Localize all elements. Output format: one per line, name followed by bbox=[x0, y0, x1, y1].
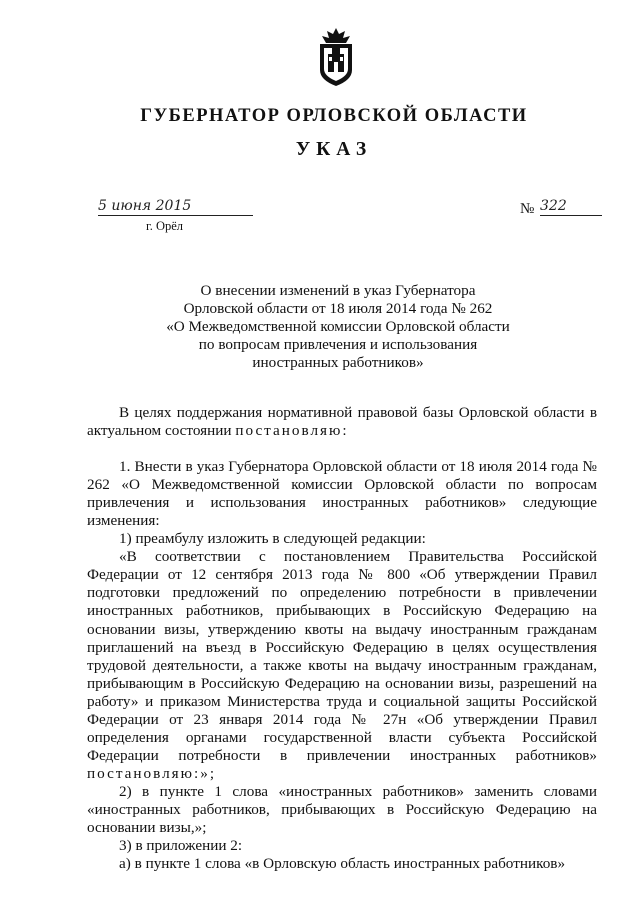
new-preamble-resolve: постановляю:»; bbox=[87, 764, 217, 782]
decree-number: 322 bbox=[540, 198, 602, 216]
title-line: О внесении изменений в указ Губернатора bbox=[200, 282, 476, 299]
preamble-paragraph bbox=[87, 404, 597, 440]
subclause-1: 1) преамбулу изложить в следующей редакции: bbox=[119, 530, 426, 548]
clause-1: 1. Внести в указ Губернатора Орловской области от 18 июля 2014 года № 262 «О Межведомственной комиссии Орловской области по вопросам привлечения и использования иностранных работников» следующие изменения: bbox=[87, 458, 597, 530]
resolve-word: постановляю: bbox=[235, 422, 349, 440]
title-line: иностранных работников» bbox=[252, 354, 424, 371]
issuing-authority: ГУБЕРНАТОР ОРЛОВСКОЙ ОБЛАСТИ bbox=[140, 106, 528, 126]
decree-body bbox=[87, 404, 597, 873]
title-line: по вопросам привлечения и использования bbox=[198, 336, 478, 353]
decree-date: 5 июня 2015 bbox=[98, 198, 253, 216]
subclause-3: 3) в приложении 2: bbox=[119, 837, 243, 855]
document-type: УКАЗ bbox=[295, 139, 373, 160]
number-label: № bbox=[520, 201, 535, 217]
coat-of-arms-emblem bbox=[314, 26, 358, 88]
subclause-2: 2) в пункте 1 слова «иностранных работников» заменить словами «иностранных работников, прибывающих в Российскую Федерацию на основании визы,»; bbox=[87, 782, 597, 837]
new-preamble-text: «В соответствии с постановлением Правительства Российской Федерации от 12 сентября 2013 года № 800 «Об утверждении Правил подготовки предложений по определению потребности в привлечении иностранных работников, прибывающих в Российскую Федерацию на основании визы, утверждению квоты на выдачу иностранным гражданам приглашений на въезд в Российскую Федерацию в целях осуществления трудовой деятельности, а также квоты на выдачу иностранным гражданам, прибывающим в Российскую Федерацию на основании визы, разрешений на работу» и приказом Министерства труда и социальной защиты Российской Федерации от 23 января 2014 года № 27н «Об утверждении Правил определения органами государственной власти субъекта Российской Федерации потребности в привлечении иностранных работников» bbox=[87, 548, 597, 764]
city: г. Орёл bbox=[146, 219, 184, 233]
decree-title bbox=[110, 282, 566, 372]
new-preamble bbox=[87, 548, 597, 783]
subclause-3a: а) в пункте 1 слова «в Орловскую область иностранных работников» bbox=[119, 855, 566, 873]
title-line: «О Межведомственной комиссии Орловской области bbox=[166, 318, 510, 335]
title-line: Орловской области от 18 июля 2014 года № 262 bbox=[183, 300, 493, 317]
preamble-text: В целях поддержания нормативной правовой базы Орловской области в актуальном состоянии bbox=[87, 404, 597, 440]
